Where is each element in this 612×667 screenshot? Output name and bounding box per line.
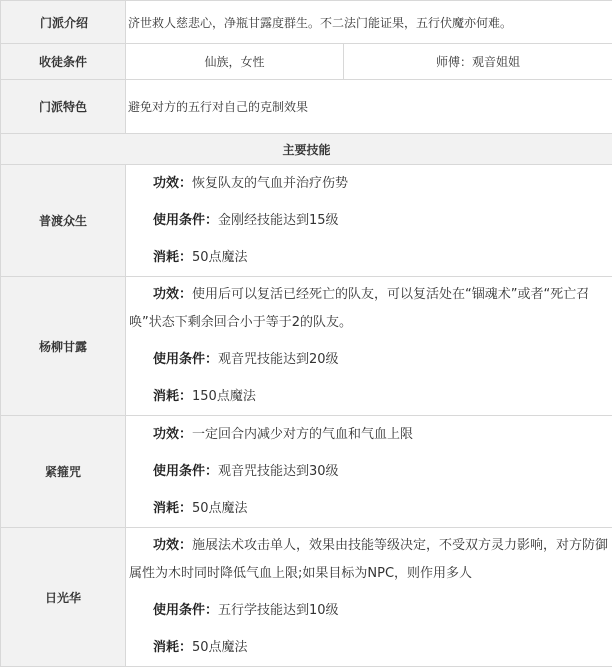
- skill-cost: 50点魔法: [192, 640, 248, 655]
- condition-label: 使用条件：: [153, 603, 218, 618]
- skill-effect-line: [129, 165, 612, 202]
- skill-details: [126, 528, 612, 667]
- skill-row: [1, 165, 612, 277]
- skill-effect: 一定回合内减少对方的气血和气血上限: [192, 427, 413, 442]
- skill-name: 紧箍咒: [1, 416, 126, 528]
- skill-condition-line: [129, 453, 612, 490]
- effect-label: 功效：: [153, 538, 192, 553]
- feature-label: 门派特色: [1, 80, 126, 134]
- conditions-row: [1, 44, 612, 80]
- skill-name: 普渡众生: [1, 165, 126, 277]
- condition-label: 使用条件：: [153, 213, 218, 228]
- skill-cost: 50点魔法: [192, 501, 248, 516]
- conditions-label: 收徒条件: [1, 44, 126, 80]
- effect-label: 功效：: [153, 287, 192, 302]
- skill-cost-line: [129, 239, 612, 276]
- skill-effect: 施展法术攻击单人，效果由技能等级决定，不受双方灵力影响，对方防御属性为木时同时降低气血上限;如果目标为NPC，则作用多人: [129, 538, 608, 581]
- skill-cost: 150点魔法: [192, 389, 256, 404]
- skill-cost: 50点魔法: [192, 250, 248, 265]
- skill-condition-line: [129, 202, 612, 239]
- skill-cost-line: [129, 490, 612, 527]
- conditions-master: 师傅：观音姐姐: [344, 44, 612, 80]
- intro-row: [1, 1, 612, 44]
- skill-row: [1, 277, 612, 416]
- skill-details: [126, 416, 612, 528]
- skill-row: [1, 416, 612, 528]
- skill-condition: 金刚经技能达到15级: [218, 213, 339, 228]
- skill-condition: 观音咒技能达到30级: [218, 464, 339, 479]
- skill-name: 杨柳甘露: [1, 277, 126, 416]
- skill-name: 日光华: [1, 528, 126, 667]
- skill-effect: 恢复队友的气血并治疗伤势: [192, 176, 348, 191]
- intro-label: 门派介绍: [1, 1, 126, 44]
- cost-label: 消耗：: [153, 501, 192, 516]
- skill-effect-line: [129, 416, 612, 453]
- skill-details: [126, 277, 612, 416]
- skill-details: [126, 165, 612, 277]
- skill-effect: 使用后可以复活已经死亡的队友，可以复活处在“锢魂术”或者“死亡召唤”状态下剩余回合小于等于2的队友。: [129, 287, 589, 330]
- skill-condition: 观音咒技能达到20级: [218, 352, 339, 367]
- skill-condition: 五行学技能达到10级: [218, 603, 339, 618]
- cost-label: 消耗：: [153, 250, 192, 265]
- skill-condition-line: [129, 592, 612, 629]
- skills-header: 主要技能: [1, 134, 612, 165]
- skill-effect-line: [129, 277, 612, 341]
- skill-condition-line: [129, 341, 612, 378]
- intro-text: 济世救人慈悲心，净瓶甘露度群生。不二法门能证果，五行伏魔亦何难。: [126, 1, 612, 44]
- effect-label: 功效：: [153, 427, 192, 442]
- feature-text: 避免对方的五行对自己的克制效果: [126, 80, 612, 134]
- effect-label: 功效：: [153, 176, 192, 191]
- cost-label: 消耗：: [153, 640, 192, 655]
- skill-effect-line: [129, 528, 612, 592]
- skill-cost-line: [129, 629, 612, 666]
- condition-label: 使用条件：: [153, 352, 218, 367]
- skill-cost-line: [129, 378, 612, 415]
- feature-row: [1, 80, 612, 134]
- skills-header-row: [1, 134, 612, 165]
- conditions-requirement: 仙族，女性: [126, 44, 344, 80]
- cost-label: 消耗：: [153, 389, 192, 404]
- skill-row: [1, 528, 612, 667]
- condition-label: 使用条件：: [153, 464, 218, 479]
